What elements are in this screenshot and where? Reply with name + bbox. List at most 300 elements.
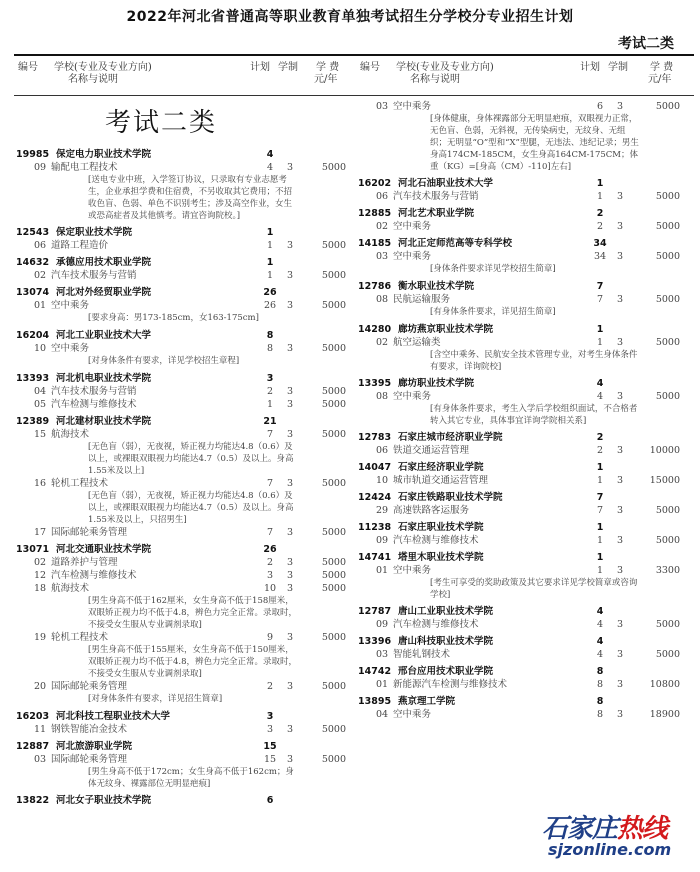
plan-count: 4	[266, 149, 274, 160]
school-name: 廊坊职业技术学院	[398, 378, 475, 389]
years: 3	[616, 294, 624, 305]
major-row	[358, 504, 700, 517]
school-code: 14741	[358, 552, 392, 563]
right-table-body	[358, 100, 700, 721]
major-name: 航海技术	[51, 583, 90, 594]
major-row	[16, 582, 360, 595]
years: 3	[286, 570, 294, 581]
tuition-fee: 5000	[321, 557, 346, 568]
school-code: 13071	[16, 544, 50, 555]
major-code: 02	[376, 337, 389, 348]
tuition-fee: 5000	[655, 391, 680, 402]
watermark-brand-a: 石家庄	[542, 814, 618, 844]
major-name: 新能源汽车检测与维修技术	[393, 679, 508, 690]
tuition-fee: 3300	[655, 565, 680, 576]
major-row	[16, 526, 360, 539]
years: 3	[286, 583, 294, 594]
major-code: 17	[34, 527, 47, 538]
major-name: 汽车检测与维修技术	[51, 399, 137, 410]
plan-count: 1	[596, 324, 604, 335]
major-row	[16, 239, 360, 252]
requirement-note	[52, 595, 298, 631]
major-code: 06	[34, 240, 47, 251]
plan-count: 8	[596, 679, 604, 690]
school-code: 12786	[358, 281, 392, 292]
plan-count: 1	[596, 191, 604, 202]
document-title: 2022年河北省普通高等职业教育单独考试招生分学校分专业招生计划	[126, 9, 574, 25]
tuition-fee: 18900	[649, 709, 680, 720]
school-code: 12887	[16, 741, 50, 752]
years: 3	[616, 475, 624, 486]
requirement-note	[394, 349, 638, 373]
school-row	[16, 794, 360, 807]
school-code: 13396	[358, 636, 392, 647]
requirement-note	[52, 766, 294, 790]
requirement-note	[394, 403, 638, 427]
plan-count: 1	[596, 522, 604, 533]
school-row	[358, 461, 700, 474]
major-name: 航海技术	[51, 429, 90, 440]
plan-count: 15	[263, 754, 277, 765]
school-row	[16, 286, 360, 299]
plan-count: 2	[596, 208, 604, 219]
years: 3	[286, 162, 294, 173]
note-text: [要求身高：男173-185cm，女163-175cm]	[88, 313, 259, 323]
tuition-fee: 5000	[321, 429, 346, 440]
major-code: 01	[376, 565, 389, 576]
major-code: 04	[34, 386, 47, 397]
major-row	[16, 753, 360, 766]
years: 3	[616, 619, 624, 630]
major-code: 15	[34, 429, 47, 440]
school-code: 14047	[358, 462, 392, 473]
school-row	[16, 148, 360, 161]
major-code: 20	[34, 681, 47, 692]
major-code: 01	[34, 300, 47, 311]
major-code: 05	[34, 399, 47, 410]
school-name: 河北工业职业技术大学	[56, 330, 152, 341]
school-name: 廊坊燕京职业技术学院	[398, 324, 494, 335]
plan-count: 1	[596, 552, 604, 563]
major-name: 空中乘务	[393, 101, 432, 112]
requirement-note	[394, 263, 606, 276]
major-code: 16	[34, 478, 47, 489]
requirement-note	[52, 490, 294, 526]
tuition-fee: 5000	[321, 300, 346, 311]
major-code: 18	[34, 583, 47, 594]
school-name: 燕京理工学院	[398, 696, 456, 707]
top-rule	[14, 54, 694, 56]
major-row	[16, 723, 360, 736]
header-school-sub: 名称与说明	[68, 74, 118, 85]
school-name: 保定电力职业技术学院	[56, 149, 152, 160]
school-row	[16, 256, 360, 269]
major-name: 铁道交通运营管理	[393, 445, 470, 456]
major-name: 高速铁路客运服务	[393, 505, 470, 516]
note-text: [送电专业中班，入学签订协议，只录取有专业志愿考生，企业承担学费和住宿费，不另收取其它费用；不招收色盲、色弱、单色不识别考生；涉及高空作业，女生或恐高症者及其他慎考。请宜咨询院校。]	[88, 175, 293, 221]
major-row	[358, 390, 700, 403]
major-row	[16, 161, 360, 174]
school-row	[16, 226, 360, 239]
major-row	[358, 618, 700, 631]
major-row	[358, 444, 700, 457]
note-text: [有身体条件要求，考生入学后学校组织面试，不合格者转入其它专业，具体事宜详询学院相关系]	[430, 404, 638, 426]
major-name: 汽车技术服务与营销	[393, 191, 479, 202]
watermark-brand-b: 热线	[617, 814, 668, 844]
tuition-fee: 5000	[321, 240, 346, 251]
major-name: 空中乘务	[393, 709, 432, 720]
years: 3	[616, 101, 624, 112]
school-code: 13895	[358, 696, 392, 707]
note-text: [对身体条件有要求，详见招生简章]	[88, 694, 223, 704]
plan-count: 4	[596, 649, 604, 660]
major-row	[358, 250, 700, 263]
school-code: 19985	[16, 149, 50, 160]
plan-count: 2	[596, 221, 604, 232]
school-row	[16, 329, 360, 342]
plan-count: 9	[266, 632, 274, 643]
years: 3	[286, 399, 294, 410]
school-code: 16204	[16, 330, 50, 341]
school-row	[358, 605, 700, 618]
tuition-fee: 15000	[649, 475, 680, 486]
major-row	[358, 708, 700, 721]
tuition-fee: 5000	[321, 724, 346, 735]
school-code: 13395	[358, 378, 392, 389]
school-row	[358, 491, 700, 504]
school-code: 12543	[16, 227, 50, 238]
note-text: [男生身高不低于162厘米，女生身高不低于158厘米，双眼矫正视力均不低于4.8，辨色力完全正常。录取时，不接受女生服从专业调剂录取]	[88, 596, 298, 630]
plan-count: 2	[596, 445, 604, 456]
site-watermark-logo	[538, 808, 688, 864]
plan-count: 8	[596, 696, 604, 707]
note-text: [考生可享受的奖助政策及其它要求详见学校简章或咨询学校]	[430, 578, 638, 600]
major-row	[16, 269, 360, 282]
major-row	[16, 556, 360, 569]
school-name: 石家庄职业技术学院	[398, 522, 484, 533]
requirement-note	[52, 644, 298, 680]
major-code: 01	[376, 679, 389, 690]
tuition-fee: 10000	[649, 445, 680, 456]
school-code: 16203	[16, 711, 50, 722]
school-code: 11238	[358, 522, 392, 533]
major-name: 空中乘务	[393, 565, 432, 576]
years: 3	[616, 221, 624, 232]
plan-count: 1	[266, 270, 274, 281]
major-code: 09	[376, 535, 389, 546]
major-name: 航空运输类	[393, 337, 441, 348]
years: 3	[286, 478, 294, 489]
plan-count: 1	[596, 535, 604, 546]
years: 3	[616, 337, 624, 348]
major-name: 国际邮轮乘务管理	[51, 681, 128, 692]
major-name: 输配电工程技术	[51, 162, 118, 173]
plan-count: 10	[263, 583, 277, 594]
school-code: 13393	[16, 373, 50, 384]
major-name: 轮机工程技术	[51, 478, 109, 489]
major-name: 民航运输服务	[393, 294, 451, 305]
tuition-fee: 5000	[321, 162, 346, 173]
plan-count: 7	[596, 281, 604, 292]
school-row	[358, 551, 700, 564]
section-title: 考试二类	[104, 108, 217, 138]
left-column	[16, 60, 360, 807]
major-name: 钢铁智能冶金技术	[51, 724, 128, 735]
tuition-fee: 5000	[655, 191, 680, 202]
school-name: 河北女子职业技术学院	[56, 795, 152, 806]
tuition-fee: 5000	[321, 343, 346, 354]
school-name: 河北对外经贸职业学院	[56, 287, 152, 298]
school-name: 唐山工业职业技术学院	[398, 606, 494, 617]
note-text: [男生身高不低于172cm；女生身高不低于162cm；身体无纹身、裸露部位无明显疤痕]	[88, 767, 294, 789]
header-plan: 计划	[250, 62, 270, 73]
requirement-note	[394, 577, 638, 601]
plan-count: 8	[596, 709, 604, 720]
major-name: 空中乘务	[393, 221, 432, 232]
plan-count: 3	[266, 373, 274, 384]
major-name: 空中乘务	[51, 343, 90, 354]
school-name: 河北旅游职业学院	[56, 741, 133, 752]
years: 3	[286, 386, 294, 397]
header-fee: 学 费	[650, 62, 674, 73]
header-school: 学校(专业及专业方向)	[54, 62, 152, 73]
header-years: 学制	[278, 62, 298, 73]
school-code: 12885	[358, 208, 392, 219]
plan-count: 34	[593, 238, 607, 249]
note-text: [身体健康，身体裸露部分无明显疤痕，双眼视力正常，无色盲、色弱，无斜视，无传染病史，无纹身、无组织；无明显“O”型和“X”型腿，无违法、违纪记录；男生身高174CM-185CM，女生身高164CM-175CM；体重（KG）=[身高（CM）-110]左右]	[430, 114, 639, 172]
plan-count: 1	[266, 399, 274, 410]
major-code: 02	[376, 221, 389, 232]
note-text: [有身体条件要求，详见招生简章]	[430, 307, 556, 317]
school-row	[358, 665, 700, 678]
major-code: 10	[34, 343, 47, 354]
school-name: 河北交通职业技术学院	[56, 544, 152, 555]
plan-count: 4	[596, 606, 604, 617]
major-code: 08	[376, 391, 389, 402]
years: 3	[286, 724, 294, 735]
major-name: 空中乘务	[393, 391, 432, 402]
tuition-fee: 10800	[649, 679, 680, 690]
major-name: 道路工程造价	[51, 240, 109, 251]
plan-count: 1	[596, 565, 604, 576]
plan-count: 1	[596, 462, 604, 473]
major-name: 国际邮轮乘务管理	[51, 527, 128, 538]
tuition-fee: 5000	[655, 337, 680, 348]
tuition-fee: 5000	[655, 619, 680, 630]
school-name: 塔里木职业技术学院	[398, 552, 484, 563]
school-name: 河北石油职业技术大学	[398, 178, 494, 189]
plan-count: 4	[596, 378, 604, 389]
school-code: 14280	[358, 324, 392, 335]
header-code: 编号	[360, 62, 380, 73]
school-row	[358, 635, 700, 648]
major-code: 03	[376, 101, 389, 112]
major-name: 汽车检测与维修技术	[393, 619, 479, 630]
plan-count: 4	[596, 391, 604, 402]
tuition-fee: 5000	[655, 251, 680, 262]
major-code: 09	[34, 162, 47, 173]
school-name: 河北建材职业技术学院	[56, 416, 152, 427]
watermark-domain: sjzonline.com	[548, 840, 672, 859]
tuition-fee: 5000	[321, 270, 346, 281]
major-name: 汽车技术服务与营销	[51, 386, 137, 397]
years: 3	[286, 270, 294, 281]
major-name: 空中乘务	[393, 251, 432, 262]
years: 3	[616, 505, 624, 516]
major-code: 03	[376, 649, 389, 660]
plan-count: 2	[596, 432, 604, 443]
requirement-note	[52, 174, 293, 222]
years: 3	[616, 679, 624, 690]
plan-count: 7	[266, 527, 274, 538]
plan-count: 26	[263, 287, 277, 298]
plan-count: 1	[266, 227, 274, 238]
major-code: 19	[34, 632, 47, 643]
school-code: 12783	[358, 432, 392, 443]
note-text: [男生身高不低于155厘米，女生身高不低于150厘米，双眼矫正视力均不低于4.8，辨色力完全正常。录取时，不接受女生服从专业调剂录取]	[88, 645, 298, 679]
plan-count: 2	[266, 557, 274, 568]
plan-count: 2	[266, 681, 274, 692]
major-row	[16, 299, 360, 312]
years: 3	[286, 527, 294, 538]
major-row	[16, 569, 360, 582]
school-row	[16, 415, 360, 428]
major-row	[16, 680, 360, 693]
school-row	[358, 207, 700, 220]
major-code: 02	[34, 270, 47, 281]
school-name: 石家庄城市经济职业学院	[398, 432, 503, 443]
school-code: 12424	[358, 492, 392, 503]
header-fee-unit: 元/年	[648, 74, 672, 85]
tuition-fee: 5000	[655, 505, 680, 516]
school-name: 承德应用技术职业学院	[56, 257, 152, 268]
note-text: [身体条件要求详见学校招生简章]	[430, 264, 556, 274]
school-code: 13822	[16, 795, 50, 806]
major-row	[358, 220, 700, 233]
years: 3	[286, 632, 294, 643]
major-row	[16, 385, 360, 398]
years: 3	[616, 391, 624, 402]
plan-count: 4	[596, 619, 604, 630]
school-row	[358, 237, 700, 250]
school-row	[16, 710, 360, 723]
note-text: [无色盲（弱），无夜视，矫正视力均能达4.8（0.6）及以上，或裸眼双眼视力均能达4.7（0.5）及以上。身高1.55米及以上]	[88, 442, 294, 476]
tuition-fee: 5000	[321, 632, 346, 643]
school-name: 石家庄经济职业学院	[398, 462, 484, 473]
school-row	[358, 280, 700, 293]
note-text: [无色盲（弱），无夜视，矫正视力均能达4.8（0.6）及以上，或裸眼双眼视力均能达4.7（0.5）及以上。身高1.55米及以上，只招男生]	[88, 491, 294, 525]
school-row	[16, 543, 360, 556]
tuition-fee: 5000	[655, 649, 680, 660]
plan-count: 7	[596, 492, 604, 503]
years: 3	[616, 251, 624, 262]
plan-count: 26	[263, 300, 277, 311]
tuition-fee: 5000	[321, 754, 346, 765]
school-code: 14185	[358, 238, 392, 249]
major-row	[358, 474, 700, 487]
plan-count: 7	[266, 478, 274, 489]
school-name: 邢台应用技术职业学院	[398, 666, 494, 677]
years: 3	[286, 343, 294, 354]
major-row	[358, 293, 700, 306]
major-row	[358, 564, 700, 577]
major-name: 汽车检测与维修技术	[51, 570, 137, 581]
major-code: 08	[376, 294, 389, 305]
school-row	[358, 521, 700, 534]
tuition-fee: 5000	[655, 294, 680, 305]
tuition-fee: 5000	[321, 386, 346, 397]
major-code: 12	[34, 570, 47, 581]
school-row	[358, 377, 700, 390]
major-row	[358, 336, 700, 349]
header-plan: 计划	[580, 62, 600, 73]
major-name: 汽车技术服务与营销	[51, 270, 137, 281]
header-school-sub: 名称与说明	[410, 74, 460, 85]
school-code: 12787	[358, 606, 392, 617]
major-row	[16, 428, 360, 441]
plan-count: 6	[266, 795, 274, 806]
plan-count: 8	[266, 330, 274, 341]
major-code: 09	[376, 619, 389, 630]
school-code: 16202	[358, 178, 392, 189]
school-name: 河北科技工程职业技术大学	[56, 711, 171, 722]
plan-count: 15	[263, 741, 277, 752]
years: 3	[286, 240, 294, 251]
school-name: 衡水职业技术学院	[398, 281, 475, 292]
plan-count: 7	[596, 294, 604, 305]
tuition-fee: 5000	[655, 535, 680, 546]
requirement-note	[394, 113, 639, 173]
tuition-fee: 5000	[321, 478, 346, 489]
requirement-note	[52, 693, 264, 706]
school-row	[358, 323, 700, 336]
tuition-fee: 5000	[321, 570, 346, 581]
header-fee-unit: 元/年	[314, 74, 338, 85]
years: 3	[286, 429, 294, 440]
major-code: 06	[376, 191, 389, 202]
major-code: 04	[376, 709, 389, 720]
major-name: 轮机工程技术	[51, 632, 109, 643]
note-text: [对身体条件有要求，详见学校招生章程]	[88, 356, 240, 366]
plan-count: 3	[266, 570, 274, 581]
requirement-note	[52, 312, 264, 325]
major-name: 智能轧钢技术	[393, 649, 451, 660]
plan-count: 1	[266, 257, 274, 268]
plan-count: 1	[596, 475, 604, 486]
plan-count: 21	[263, 416, 277, 427]
school-name: 河北机电职业技术学院	[56, 373, 152, 384]
years: 3	[616, 535, 624, 546]
header-school: 学校(专业及专业方向)	[396, 62, 494, 73]
requirement-note	[52, 441, 294, 477]
column-header	[358, 60, 700, 96]
tuition-fee: 5000	[655, 101, 680, 112]
exam-type-label: 考试二类	[618, 36, 674, 52]
plan-count: 3	[266, 724, 274, 735]
header-code: 编号	[18, 62, 38, 73]
years: 3	[616, 709, 624, 720]
requirement-note	[52, 355, 264, 368]
school-name: 石家庄铁路职业技术学院	[398, 492, 503, 503]
plan-count: 4	[266, 162, 274, 173]
plan-count: 8	[266, 343, 274, 354]
plan-count: 34	[593, 251, 607, 262]
major-code: 03	[376, 251, 389, 262]
header-years: 学制	[608, 62, 628, 73]
major-code: 29	[376, 505, 389, 516]
major-row	[358, 648, 700, 661]
tuition-fee: 5000	[321, 583, 346, 594]
